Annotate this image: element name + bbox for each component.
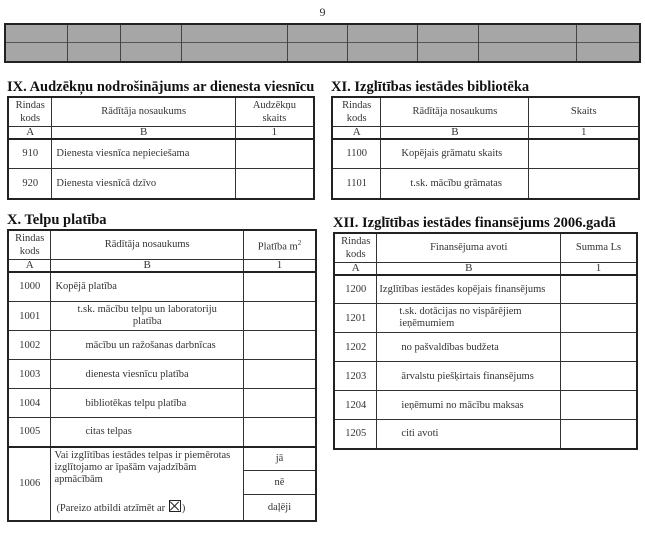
value-field[interactable] [561, 304, 637, 333]
section-xi-title: XI. Izglītības iestādes bibliotēka [331, 79, 530, 95]
row-name: bibliotēkas telpu platība [51, 389, 244, 418]
table-row [8, 302, 316, 331]
section-ix-title: IX. Audzēkņu nodrošinājums ar dienesta viesnīcu [7, 79, 315, 95]
gray-table-col-divider [347, 25, 348, 61]
value-field[interactable] [243, 418, 316, 447]
row-name: citas telpas [51, 418, 244, 447]
row-code: 1003 [8, 360, 51, 389]
gray-table-col-divider [478, 25, 479, 61]
value-field[interactable] [561, 333, 637, 362]
header-code: Rindas kods [332, 97, 381, 126]
col-letter: A [334, 262, 377, 275]
header-value: Audzēkņu skaits [235, 97, 314, 126]
col-letter: 1 [561, 262, 637, 275]
option-ne[interactable]: nē [243, 471, 316, 495]
value-field[interactable] [529, 169, 639, 199]
question-row [8, 447, 316, 471]
row-code: 1001 [8, 302, 51, 331]
row-name: citi avoti [377, 420, 561, 449]
row-name: Izglītības iestādes kopējais finansējums [377, 275, 561, 304]
gray-table-row-divider [6, 42, 639, 43]
table-row [334, 391, 637, 420]
header-name: Rādītāja nosaukums [51, 230, 244, 259]
col-letter: 1 [235, 126, 314, 139]
table-row [334, 333, 637, 362]
col-letter: A [8, 259, 51, 272]
row-code: 1004 [8, 389, 51, 418]
gray-table-col-divider [67, 25, 68, 61]
row-code: 1002 [8, 331, 51, 360]
header-value-sup: 2 [297, 238, 302, 247]
value-field[interactable] [243, 331, 316, 360]
table-row [8, 360, 316, 389]
table-row [8, 139, 314, 169]
row-name: mācību un ražošanas darbnīcas [51, 331, 244, 360]
value-field[interactable] [243, 360, 316, 389]
row-name: t.sk. dotācijas no vispārējiem ieņēmumiem [377, 304, 561, 333]
row-name: t.sk. mācību telpu un laboratoriju platība [51, 302, 244, 331]
gray-table-col-divider [417, 25, 418, 61]
value-field[interactable] [243, 389, 316, 418]
row-code: 1100 [332, 139, 381, 169]
col-letter: B [381, 126, 529, 139]
row-code: 920 [8, 169, 52, 199]
table-row [334, 362, 637, 391]
table-row [334, 420, 637, 449]
header-name: Rādītāja nosaukums [52, 97, 235, 126]
header-code: Rindas kods [8, 230, 51, 259]
question-text: Vai izglītības iestādes telpas ir piemērotas izglītojamo ar īpašām vajadzībām apmācībām [54, 449, 231, 485]
table-row [8, 272, 316, 302]
row-code: 1203 [334, 362, 377, 391]
row-name: Dienesta viesnīcā dzīvo [52, 169, 235, 199]
value-field[interactable] [561, 362, 637, 391]
table-row [334, 304, 637, 333]
section-x-table [7, 229, 317, 522]
section-xi-table [331, 96, 640, 200]
row-code: 910 [8, 139, 52, 169]
header-code: Rindas kods [334, 233, 377, 262]
section-ix-table [7, 96, 315, 200]
value-field[interactable] [561, 391, 637, 420]
row-name: Kopējā platība [51, 272, 244, 302]
value-field[interactable] [243, 302, 316, 331]
gray-table-col-divider [120, 25, 121, 61]
gray-table-col-divider [287, 25, 288, 61]
col-letter: 1 [529, 126, 639, 139]
col-letter: A [332, 126, 381, 139]
col-letter: B [52, 126, 235, 139]
value-field[interactable] [561, 275, 637, 304]
section-xii-title: XII. Izglītības iestādes finansējums 2006.gadā [333, 215, 616, 231]
note-prefix: (Pareizo atbildi atzīmēt ar [56, 502, 166, 514]
option-daleji[interactable]: daļēji [243, 495, 316, 521]
row-code: 1205 [334, 420, 377, 449]
table-row [8, 418, 316, 447]
table-row [8, 389, 316, 418]
table-row [8, 169, 314, 199]
gray-table-col-divider [181, 25, 182, 61]
value-field[interactable] [561, 420, 637, 449]
row-code: 1000 [8, 272, 51, 302]
col-letter: 1 [243, 259, 316, 272]
question-note [54, 500, 240, 515]
header-value: Skaits [529, 97, 639, 126]
table-row [332, 169, 639, 199]
option-ja[interactable]: jā [243, 447, 316, 471]
row-code: 1005 [8, 418, 51, 447]
header-name: Rādītāja nosaukums [381, 97, 529, 126]
value-field[interactable] [235, 139, 314, 169]
top-gray-table [4, 23, 641, 63]
row-name: ieņēmumi no mācību maksas [377, 391, 561, 420]
section-xii-table [333, 232, 638, 450]
row-name: Kopējais grāmatu skaits [381, 139, 529, 169]
row-name: Dienesta viesnīca nepieciešama [52, 139, 235, 169]
table-row [8, 331, 316, 360]
header-name: Finansējuma avoti [377, 233, 561, 262]
checked-box-icon [169, 500, 181, 512]
row-code: 1006 [8, 447, 51, 521]
row-name: ārvalstu piešķirtais finansējums [377, 362, 561, 391]
row-name: no pašvaldības budžeta [377, 333, 561, 362]
question-cell [51, 447, 244, 521]
col-letter: B [51, 259, 244, 272]
header-value-label: Platība m [257, 241, 298, 252]
row-code: 1200 [334, 275, 377, 304]
col-letter: B [377, 262, 561, 275]
page-number: 9 [319, 5, 326, 19]
row-name: t.sk. mācību grāmatas [381, 169, 529, 199]
col-letter: A [8, 126, 52, 139]
row-code: 1202 [334, 333, 377, 362]
table-row [334, 275, 637, 304]
row-code: 1204 [334, 391, 377, 420]
note-suffix: ) [181, 502, 186, 514]
value-field[interactable] [243, 272, 316, 302]
value-field[interactable] [235, 169, 314, 199]
header-code: Rindas kods [8, 97, 52, 126]
table-row [332, 139, 639, 169]
row-code: 1201 [334, 304, 377, 333]
row-code: 1101 [332, 169, 381, 199]
header-value: Summa Ls [561, 233, 637, 262]
header-value [243, 230, 316, 259]
section-x-title: X. Telpu platība [7, 212, 107, 228]
gray-table-col-divider [576, 25, 577, 61]
row-name: dienesta viesnīcu platība [51, 360, 244, 389]
value-field[interactable] [529, 139, 639, 169]
